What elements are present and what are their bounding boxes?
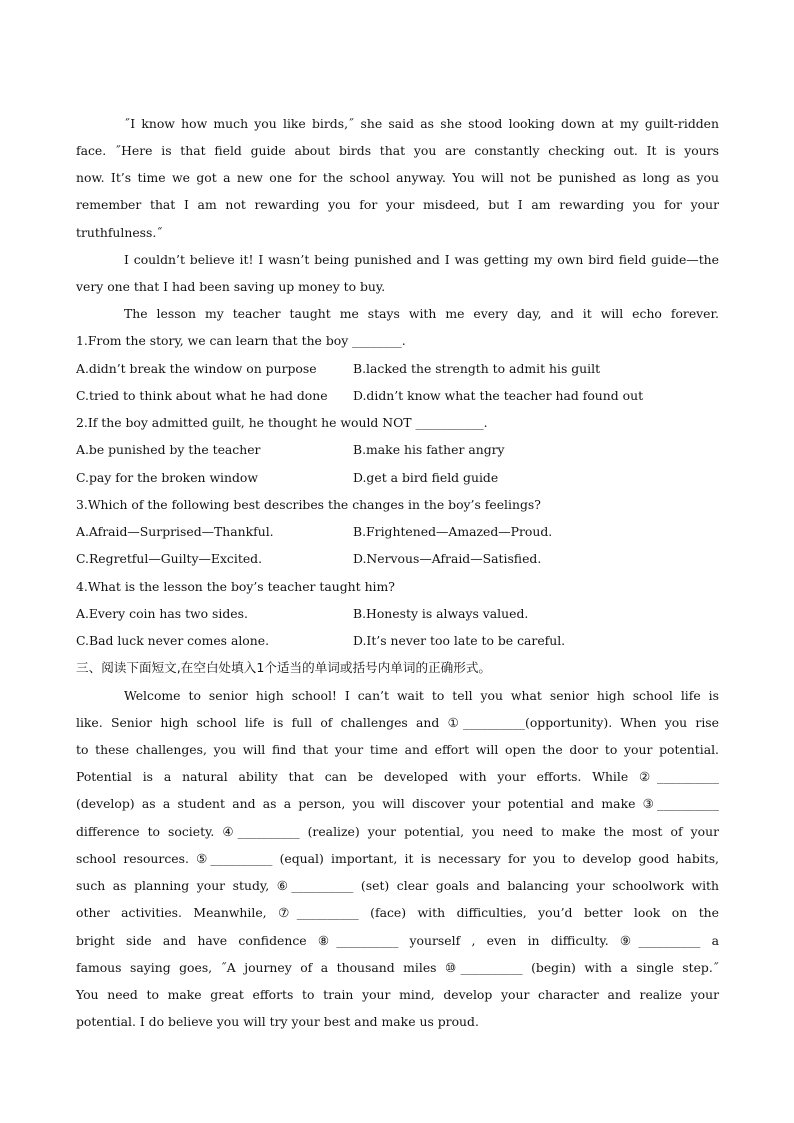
- passage-line: very one that I had been saving up money to buy.: [76, 279, 386, 294]
- option-c: C.tried to think about what he had done: [76, 388, 328, 403]
- options-row: [76, 442, 719, 458]
- passage-line: face. ˝Here is that field guide about birds that you are constantly checking out. It is yours: [76, 143, 719, 158]
- options-row: [76, 606, 719, 622]
- cloze-line: like. Senior high school life is full of challenges and ①__________(opportunity). When you rise: [76, 715, 719, 730]
- cloze-line: (develop) as a student and as a person, you will discover your potential and make ③__________: [76, 796, 719, 811]
- question-4: 4.What is the lesson the boy’s teacher taught him?: [76, 579, 395, 594]
- cloze-line: difference to society. ④__________ (realize) your potential, you need to make the most of your: [76, 824, 719, 839]
- option-b: B.lacked the strength to admit his guilt: [353, 361, 601, 376]
- option-a: A.be punished by the teacher: [76, 442, 261, 457]
- options-row: [76, 551, 719, 567]
- passage-line: now. It’s time we got a new one for the school anyway. You will not be punished as long as you: [76, 170, 719, 185]
- question-1: 1.From the story, we can learn that the boy ________.: [76, 333, 406, 348]
- option-a: A.didn’t break the window on purpose: [76, 361, 317, 376]
- cloze-line: Welcome to senior high school! I can’t wait to tell you what senior high school life is: [124, 688, 719, 703]
- question-2: 2.If the boy admitted guilt, he thought he would NOT ___________.: [76, 415, 488, 430]
- options-row: [76, 470, 719, 486]
- option-b: B.make his father angry: [353, 442, 505, 457]
- cloze-line: bright side and have confidence ⑧__________ yourself , even in difficulty. ⑨__________ a: [76, 933, 719, 948]
- option-d: D.Nervous—Afraid—Satisfied.: [353, 551, 542, 566]
- option-a: A.Afraid—Surprised—Thankful.: [76, 524, 274, 539]
- option-d: D.didn’t know what the teacher had found out: [353, 388, 644, 403]
- options-row: [76, 524, 719, 540]
- cloze-line: Potential is a natural ability that can be developed with your efforts. While ②__________: [76, 769, 719, 784]
- option-c: C.Bad luck never comes alone.: [76, 633, 270, 648]
- question-3: 3.Which of the following best describes the changes in the boy’s feelings?: [76, 497, 541, 512]
- passage-line: truthfulness.˝: [76, 225, 163, 240]
- options-row: [76, 361, 719, 377]
- passage-line: I couldn’t believe it! I wasn’t being punished and I was getting my own bird field guide—the: [124, 252, 719, 267]
- option-d: D.It’s never too late to be careful.: [353, 633, 566, 648]
- passage-line: ˝I know how much you like birds,˝ she said as she stood looking down at my guilt-ridden: [124, 116, 719, 131]
- cloze-line: other activities. Meanwhile, ⑦__________ (face) with difficulties, you’d better look on the: [76, 905, 719, 920]
- options-row: [76, 633, 719, 649]
- option-d: D.get a bird field guide: [353, 470, 499, 485]
- passage-line: remember that I am not rewarding you for your misdeed, but I am rewarding you for your: [76, 197, 719, 212]
- cloze-line: such as planning your study, ⑥__________ (set) clear goals and balancing your schoolwork with: [76, 878, 719, 893]
- cloze-line: school resources. ⑤__________ (equal) important, it is necessary for you to develop good habits,: [76, 851, 719, 866]
- option-b: B.Honesty is always valued.: [353, 606, 529, 621]
- option-c: C.Regretful—Guilty—Excited.: [76, 551, 263, 566]
- option-b: B.Frightened—Amazed—Proud.: [353, 524, 553, 539]
- cloze-line: potential. I do believe you will try your best and make us proud.: [76, 1014, 479, 1029]
- cloze-line: to these challenges, you will find that your time and effort will open the door to your potential.: [76, 742, 719, 757]
- section-heading: 三、阅读下面短文,在空白处填入1个适当的单词或括号内单词的正确形式。: [76, 660, 492, 675]
- cloze-line: famous saying goes, ˝A journey of a thousand miles ⑩__________ (begin) with a single step.˝: [76, 960, 719, 975]
- option-c: C.pay for the broken window: [76, 470, 258, 485]
- options-row: [76, 388, 719, 404]
- passage-line: The lesson my teacher taught me stays with me every day, and it will echo forever.: [124, 306, 719, 321]
- option-a: A.Every coin has two sides.: [76, 606, 248, 621]
- cloze-line: You need to make great efforts to train your mind, develop your character and realize your: [76, 987, 719, 1002]
